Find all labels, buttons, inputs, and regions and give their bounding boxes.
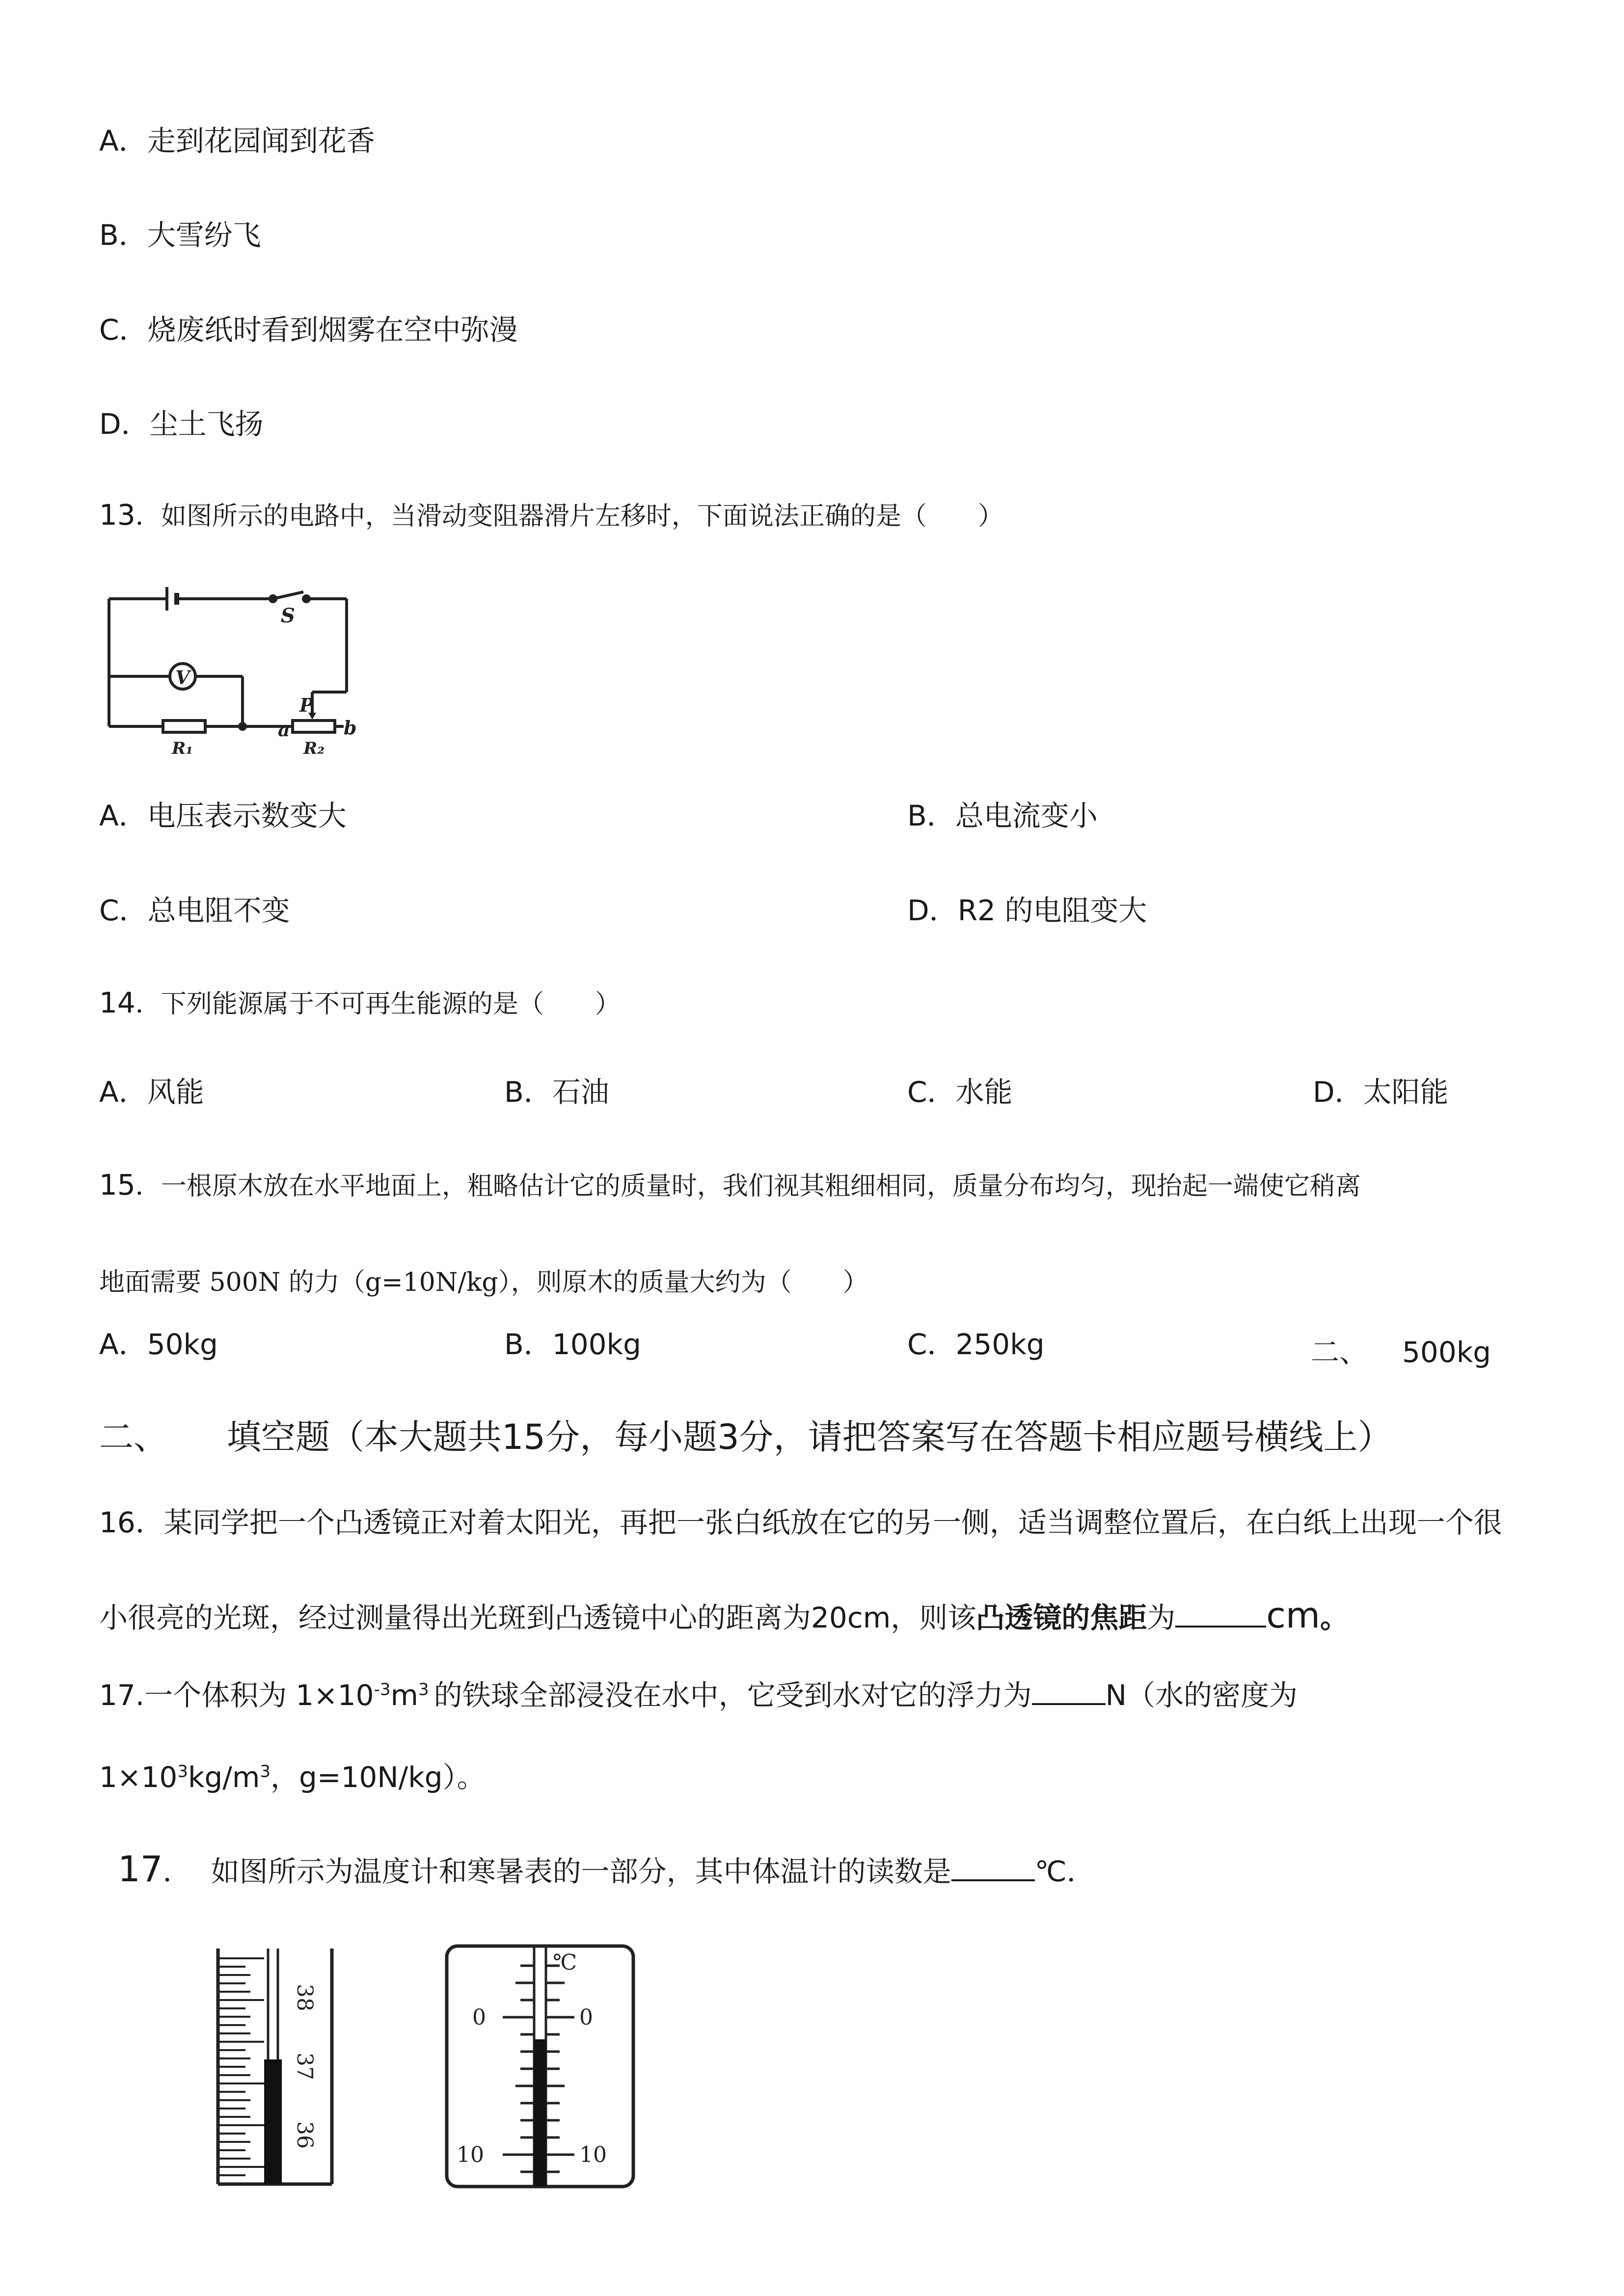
volume-unit: m	[390, 1679, 418, 1712]
q14-option-a	[99, 1075, 204, 1109]
question-text: 如图所示为温度计和寒暑表的一部分，其中体温计的读数是	[211, 1855, 951, 1888]
section-title-c: 分，请把答案写在答题卡相应题号横线上）	[739, 1417, 1392, 1457]
option-text: 500kg	[1402, 1335, 1491, 1369]
scale-right-0: 0	[579, 2005, 593, 2030]
question-number: 17	[118, 1848, 163, 1890]
q13-option-c	[99, 896, 290, 925]
r2-symbol: R2	[957, 894, 996, 927]
question-text: ．如图所示的电路中，当滑动变阻器滑片左移时，下面说法正确的是（ ）	[135, 502, 1003, 531]
r2-label: R₂	[303, 739, 325, 758]
density-unit-exponent: 3	[260, 1762, 271, 1782]
q15-stem-line2: 地面需要 500N 的力（g=10N/kg），则原木的质量大约为（ ）	[99, 1268, 868, 1297]
option-letter: B	[504, 1328, 524, 1361]
q15-option-c	[907, 1330, 1045, 1359]
answer-blank[interactable]	[1032, 1679, 1106, 1705]
question-number: 14	[99, 986, 135, 1019]
option-letter: A	[99, 1075, 119, 1109]
celsius-unit-label: ℃	[553, 1950, 577, 1975]
unit-celsius: ℃	[1034, 1855, 1067, 1888]
q17-thermometer-stem	[118, 1848, 1095, 1890]
section-title-b: 分，每小题	[545, 1417, 718, 1457]
q13-option-b	[907, 801, 1098, 830]
section-prefix: 二、	[99, 1417, 168, 1457]
option-text-post: 的电阻变大	[995, 894, 1147, 927]
question-text-b: ，则该	[891, 1601, 976, 1634]
question-text: ．一根原木放在水平地面上，粗略估计它的质量时，我们视其粗细相同，质量分布均匀，现抬起一端使它稍离	[135, 1172, 1361, 1201]
option-text: ．尘土飞扬	[121, 407, 264, 441]
option-letter: C	[99, 894, 119, 927]
clinical-thermometer	[211, 1944, 349, 2189]
q15-stem-line1	[99, 1168, 1361, 1201]
volume-exponent: -3	[374, 1680, 391, 1700]
scale-left-0: 0	[472, 2005, 486, 2030]
option-letter: D	[1313, 1075, 1335, 1109]
option-text: ．风能	[118, 1075, 204, 1109]
option-text: ．石油	[523, 1075, 609, 1109]
score-each: 3	[717, 1417, 739, 1457]
option-text: ．50kg	[118, 1328, 218, 1361]
question-text: ．下列能源属于不可再生能源的是（ ）	[135, 989, 621, 1019]
sentence-end: 。	[1320, 1601, 1349, 1634]
q15-option-a	[99, 1330, 218, 1359]
terminal-b-label: b	[344, 717, 357, 739]
option-text: ．大雪纷飞	[118, 218, 261, 252]
option-letter: B	[907, 799, 927, 832]
unit-n: N	[1105, 1679, 1127, 1712]
mercury-column	[264, 2059, 282, 2184]
q13-option-d	[907, 896, 1147, 925]
answer-blank[interactable]	[1175, 1601, 1266, 1628]
slider-label: P	[299, 694, 314, 716]
question-text-c: 为	[1147, 1601, 1176, 1634]
scale-right-10: 10	[579, 2142, 607, 2167]
question-number: 15	[99, 1168, 135, 1201]
question-end: ．	[1066, 1855, 1095, 1888]
section-2-heading	[99, 1417, 1392, 1457]
question-text: ，g=10N/kg）。	[271, 1761, 486, 1794]
thermometer-label-37: 37	[292, 2053, 317, 2080]
q15-option-b	[504, 1330, 641, 1359]
option-text: ．总电阻不变	[119, 894, 290, 927]
q16-line2	[99, 1595, 1349, 1636]
q12-option-d	[99, 407, 264, 441]
liquid-column	[534, 2039, 546, 2187]
option-letter: C	[907, 1075, 927, 1109]
question-text-c: （水的密度为	[1127, 1679, 1298, 1712]
q12-option-a	[99, 124, 375, 158]
option-letter: B	[504, 1075, 524, 1109]
q12-option-b	[99, 218, 261, 252]
q17-buoyancy-line1	[99, 1679, 1298, 1712]
density-unit: kg/m	[188, 1761, 260, 1794]
volume-unit-exponent: 3	[418, 1680, 429, 1700]
resistor-r2	[293, 721, 335, 732]
q14-option-d	[1313, 1075, 1449, 1109]
density-value: 1×10	[99, 1761, 178, 1794]
question-number: 16	[99, 1506, 135, 1539]
q16-line1	[99, 1508, 1502, 1537]
question-text: ．某同学把一个凸透镜正对着太阳光，再把一张白纸放在它的另一侧，适当调整位置后，在白纸上出现一个很	[135, 1506, 1502, 1539]
question-text: 小很亮的光斑，经过测量得出光斑到凸透镜中心的距离为	[99, 1601, 812, 1634]
q12-option-c	[99, 313, 518, 347]
option-letter: D	[907, 894, 929, 927]
score-total: 15	[502, 1417, 546, 1457]
question-text: 17.一个体积为	[99, 1679, 287, 1712]
option-text: ．250kg	[927, 1328, 1045, 1361]
option-letter: C	[99, 313, 119, 347]
density-exponent: 3	[177, 1762, 188, 1782]
question-dot: ．	[162, 1855, 191, 1888]
q14-stem	[99, 988, 621, 1017]
option-text: ．水能	[927, 1075, 1013, 1109]
option-letter: A	[99, 124, 119, 158]
option-text: ．总电流变小	[926, 799, 1098, 832]
thermometer-label-36: 36	[292, 2121, 317, 2149]
option-letter: B	[99, 218, 119, 252]
focal-length-term: 凸透镜的焦距	[976, 1601, 1147, 1634]
option-text: ．太阳能	[1334, 1075, 1449, 1109]
room-thermometer	[442, 1941, 638, 2191]
q15-option-d	[1311, 1335, 1491, 1369]
voltmeter-label: V	[175, 667, 190, 689]
thermometer-label-38: 38	[292, 1984, 317, 2011]
terminal-a-label: a	[278, 719, 290, 741]
option-text: ．走到花园闻到花香	[118, 124, 375, 158]
option-text: ．100kg	[523, 1328, 641, 1361]
q13-option-a	[99, 801, 347, 830]
q14-option-b	[504, 1075, 609, 1109]
q14-option-c	[907, 1075, 1013, 1109]
question-text-b: 的铁球全部浸没在水中，它受到水对它的浮力为	[433, 1679, 1032, 1712]
option-prefix: 二、	[1311, 1335, 1368, 1369]
q17-buoyancy-line2	[99, 1761, 486, 1794]
option-text-pre: ．	[929, 894, 958, 927]
option-letter: C	[907, 1328, 927, 1361]
option-letter: A	[99, 799, 119, 832]
switch-label: S	[281, 604, 295, 627]
q13-stem	[99, 498, 1003, 532]
scale-left-10: 10	[457, 2142, 484, 2167]
unit-label: cm	[1266, 1595, 1320, 1636]
distance-value: 20cm	[811, 1601, 891, 1634]
resistor-r1	[163, 721, 205, 732]
circuit-diagram	[98, 579, 373, 766]
section-title-a: 填空题（本大题共	[227, 1417, 502, 1457]
option-text: ．电压表示数变大	[118, 799, 347, 832]
r1-label: R₁	[172, 739, 193, 758]
option-letter: D	[99, 407, 121, 441]
option-text: ．烧废纸时看到烟雾在空中弥漫	[119, 313, 518, 347]
volume-value: 1×10	[296, 1679, 374, 1712]
option-letter: A	[99, 1328, 119, 1361]
answer-blank[interactable]	[951, 1855, 1035, 1881]
question-number: 13	[99, 498, 135, 532]
switch-blade	[273, 592, 303, 599]
